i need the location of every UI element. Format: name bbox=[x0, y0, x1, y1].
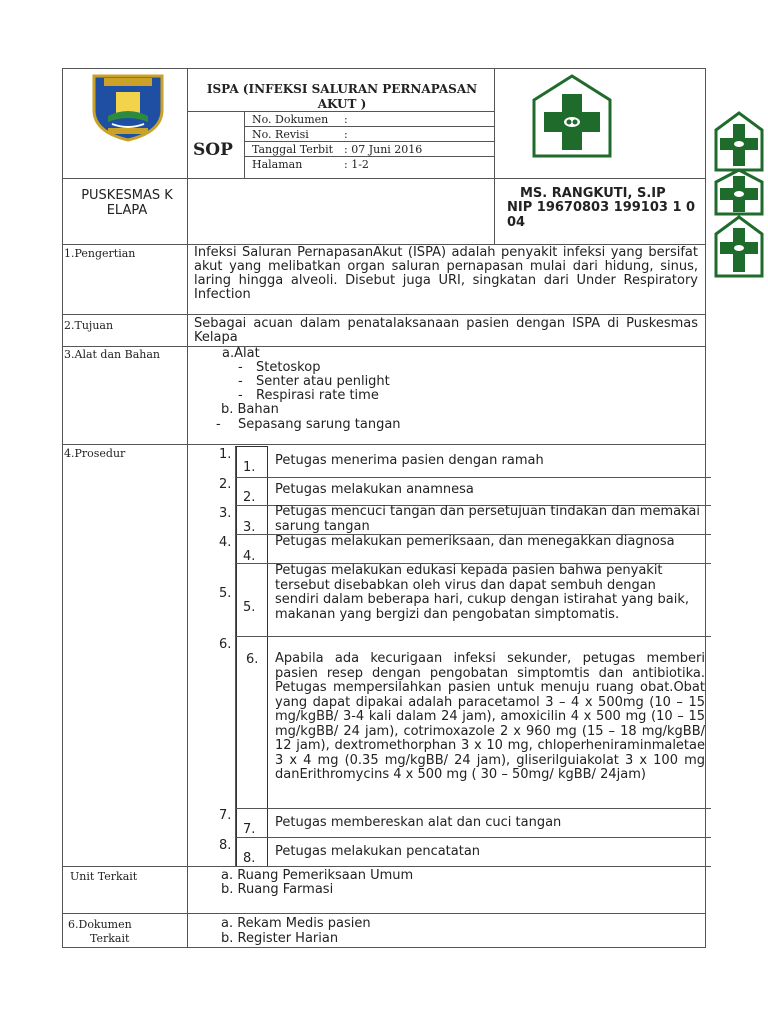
unit-item: a. Ruang Pemeriksaan Umum bbox=[221, 868, 414, 883]
section-label-unit: Unit Terkait bbox=[70, 870, 138, 883]
step-text: Petugas mencuci tangan dan persetujuan tindakan dan memakai sarung tangan bbox=[275, 504, 700, 534]
meta-value-tanggal-terbit: : 07 Juni 2016 bbox=[344, 143, 423, 156]
meta-label-halaman: Halaman bbox=[252, 158, 303, 171]
alat-item: Senter atau penlight bbox=[256, 374, 390, 389]
step-outer-number: 2. bbox=[219, 477, 232, 492]
section-label-prosedur: 4.Prosedur bbox=[64, 447, 126, 460]
section-label-tujuan: 2.Tujuan bbox=[64, 319, 114, 332]
step-outer-number: 5. bbox=[219, 586, 232, 601]
step-inner-number: 7. bbox=[243, 822, 256, 837]
step-text: Apabila ada kecurigaan infeksi sekunder, petugas memberi pasien resep dengan pengobatan simptomtis dan antibiotika. Petugas mempersilahkan pasien untuk menuju ruang obat.Obat yang dapat dipakai adalah paracetamol 3 – 4 x 500mg (10 – 15 mg/kgBB/ 3-4 kali dalam 24 jam), amoxicilin 4 x 500 mg (10 – 15 mg/kgBB/ 24 jam), cotrimoxazole 2 x 960 mg (15 – 18 mg/kgBB/ 12 jam), dextromethorphan 3 x 10 mg, chloperheniraminmaletae 3 x 4 mg (0.35 mg/kgBB/ 24 jam), gliserilguiakolat 3 x 100 mg danErithromycins 4 x 500 mg ( 30 – 50mg/ kgBB/ 24jam) bbox=[275, 651, 705, 782]
alat-item-dash: - bbox=[238, 374, 243, 389]
step-inner-number: 4. bbox=[243, 549, 256, 564]
bahan-item-dash: - bbox=[216, 417, 221, 432]
regional-emblem-icon bbox=[90, 72, 166, 142]
section-label-pengertian: 1.Pengertian bbox=[64, 247, 136, 260]
alat-item: Respirasi rate time bbox=[256, 388, 379, 403]
step-outer-number: 8. bbox=[219, 838, 232, 853]
section-text-pengertian: Infeksi Saluran PernapasanAkut (ISPA) adalah penyakit infeksi yang bersifat akut yang melibatkan organ saluran pernapasan mulai dari hidung, sinus, laring hingga alveoli. Disebut juga URI, singkatan dari Under Respiratory Infection bbox=[194, 245, 698, 302]
step-text: Petugas menerima pasien dengan ramah bbox=[275, 453, 544, 468]
section-label-alat: 3.Alat dan Bahan bbox=[64, 348, 160, 361]
step-text: Petugas melakukan pencatatan bbox=[275, 844, 481, 859]
dokumen-item: a. Rekam Medis pasien bbox=[221, 916, 371, 931]
step-outer-number: 7. bbox=[219, 808, 232, 823]
signatory-nip: NIP 19670803 199103 1 004 bbox=[507, 200, 696, 230]
signatory-name: MS. RANGKUTI, S.IP bbox=[520, 186, 666, 201]
step-outer-number: 3. bbox=[219, 506, 232, 521]
section-label-dokumen-2: Terkait bbox=[90, 932, 130, 945]
alat-heading: a.Alat bbox=[222, 346, 260, 361]
step-inner-number: 5. bbox=[243, 600, 256, 615]
step-inner-number: 8. bbox=[243, 851, 256, 866]
section-label-dokumen: 6.Dokumen bbox=[68, 918, 132, 931]
puskesmas-logo-icon bbox=[524, 72, 620, 164]
step-text: Petugas melakukan anamnesa bbox=[275, 482, 474, 497]
step-inner-number: 3. bbox=[243, 520, 256, 535]
step-inner-number: 6. bbox=[246, 652, 259, 667]
step-inner-number: 2. bbox=[243, 490, 256, 505]
meta-value-halaman: : 1-2 bbox=[344, 158, 369, 171]
step-text: Petugas melakukan pemeriksaan, dan menegakkan diagnosa bbox=[275, 534, 675, 549]
step-text: Petugas membereskan alat dan cuci tangan bbox=[275, 815, 562, 830]
step-outer-number: 1. bbox=[219, 447, 232, 462]
bahan-item: Sepasang sarung tangan bbox=[238, 417, 401, 432]
unit-item: b. Ruang Farmasi bbox=[221, 882, 334, 897]
section-text-tujuan: Sebagai acuan dalam penatalaksanaan pasien dengan ISPA di Puskesmas Kelapa bbox=[194, 316, 698, 345]
meta-value-no-revisi: : bbox=[344, 128, 348, 141]
bahan-heading: b. Bahan bbox=[221, 402, 279, 417]
meta-label-tanggal-terbit: Tanggal Terbit bbox=[252, 143, 334, 156]
step-inner-number: 1. bbox=[243, 460, 256, 475]
side-logo-icon-2 bbox=[710, 168, 768, 216]
alat-item-dash: - bbox=[238, 388, 243, 403]
dokumen-item: b. Register Harian bbox=[221, 931, 339, 946]
org-name: PUSKESMAS KELAPA bbox=[81, 188, 173, 218]
side-logo-icon-3 bbox=[710, 214, 768, 280]
step-outer-number: 6. bbox=[219, 637, 232, 652]
meta-value-no-dokumen: : bbox=[344, 113, 348, 126]
meta-label-no-revisi: No. Revisi bbox=[252, 128, 309, 141]
meta-label-no-dokumen: No. Dokumen bbox=[252, 113, 329, 126]
document-title: ISPA (INFEKSI SALURAN PERNAPASAN AKUT ) bbox=[206, 82, 478, 111]
step-outer-number: 4. bbox=[219, 535, 232, 550]
step-text: Petugas melakukan edukasi kepada pasien bahwa penyakit tersebut disebabkan oleh virus dan dapat sembuh dengan sendiri dalam beberapa hari, cukup dengan istirahat yang baik, makanan yang bergizi dan pengobatan simptomatis. bbox=[275, 563, 689, 622]
sop-label: SOP bbox=[193, 140, 233, 160]
side-logo-icon-1 bbox=[710, 110, 768, 174]
alat-item: Stetoskop bbox=[256, 360, 321, 375]
alat-item-dash: - bbox=[238, 360, 243, 375]
